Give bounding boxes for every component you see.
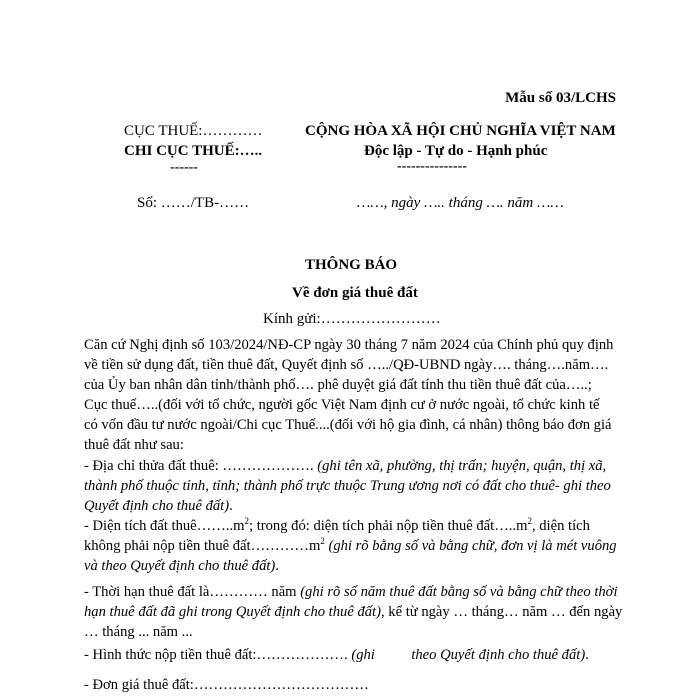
- land-area-part2: ; trong đó: diện tích phải nộp tiền thuê đất…..m: [249, 518, 528, 534]
- national-motto: Độc lập - Tự do - Hạnh phúc: [364, 143, 548, 159]
- land-address-note: (ghi tên xã, phường, thị trấn; huyện, quận, thị xã, thành phố thuộc tỉnh, tỉnh; thành phố trực thuộc Trung ương nơi có đất cho thuê- ghi theo Quyết định cho thuê đất): [84, 458, 611, 514]
- document-title: THÔNG BÁO: [305, 257, 398, 273]
- land-address-item: [84, 456, 624, 516]
- land-area-end: .: [275, 558, 279, 574]
- lease-term-note: (ghi rõ số năm thuê đất bằng số và bằng chữ theo thời hạn thuê đất đã ghi trong Quyết định cho thuê đất): [84, 584, 618, 620]
- land-area-part1: - Diện tích đất thuê……..m: [84, 518, 245, 534]
- document-subtitle: Về đơn giá thuê đất: [292, 285, 418, 301]
- country-name: CỘNG HÒA XÃ HỘI CHỦ NGHĨA VIỆT NAM: [305, 123, 616, 139]
- payment-method-note: (ghi theo Quyết định cho thuê đất): [351, 647, 586, 663]
- lease-term-label: - Thời hạn thuê đất là………… năm: [84, 584, 301, 600]
- land-address-end: .: [229, 498, 233, 514]
- lease-term-item: [84, 582, 624, 642]
- recipient-line: Kính gửi:……………………: [263, 311, 441, 327]
- payment-method-end: .: [585, 647, 589, 663]
- date-line: ……, ngày ….. tháng …. năm ……: [357, 195, 564, 211]
- land-area-part3: , diện tích không phải nộp tiền thuê đất…………m: [84, 518, 590, 554]
- document-number: Số: ……/TB-……: [137, 195, 250, 211]
- land-address-label: - Địa chỉ thửa đất thuê: ……………….: [84, 458, 318, 474]
- intro-paragraph: Căn cứ Nghị định số 103/2024/NĐ-CP ngày 30 tháng 7 năm 2024 của Chính phủ quy định về tiền sử dụng đất, tiền thuê đất, Quyết định số …../QĐ-UBND ngày…. tháng….năm…. của Ủy ban nhân dân tỉnh/thành phố…. phê duyệt giá đất tính thu tiền thuê đất của…..; Cục thuế…..(đối với tổ chức, người gốc Việt Nam định cư ở nước ngoài, tổ chức kinh tế có vốn đầu tư nước ngoài/Chi cục Thuế....(đối với hộ gia đình, cá nhân) thông báo đơn giá thuê đất như sau:: [84, 337, 614, 453]
- tax-branch: CHI CỤC THUẾ:…..: [124, 143, 263, 159]
- left-header-divider: ------: [170, 160, 198, 175]
- right-header-divider: ---------------: [397, 159, 467, 174]
- land-area-note: (ghi rõ bằng số và bằng chữ, đơn vị là mét vuông và theo Quyết định cho thuê đất): [84, 538, 617, 574]
- payment-method-item: [84, 645, 624, 665]
- form-code: Mẫu số 03/LCHS: [505, 90, 616, 106]
- unit-sup-1: 2: [244, 516, 249, 527]
- unit-sup-3: 2: [320, 536, 325, 547]
- payment-method-label: - Hình thức nộp tiền thuê đất:……………….: [84, 647, 352, 663]
- lease-term-rest: , kể từ ngày … tháng… năm … đến ngày … tháng ... năm ...: [84, 604, 623, 640]
- unit-sup-2: 2: [527, 516, 532, 527]
- land-area-item: [84, 516, 624, 576]
- unit-price-item: - Đơn giá thuê đất:………………………………: [84, 677, 369, 693]
- tax-department: CỤC THUẾ:…………: [124, 123, 263, 139]
